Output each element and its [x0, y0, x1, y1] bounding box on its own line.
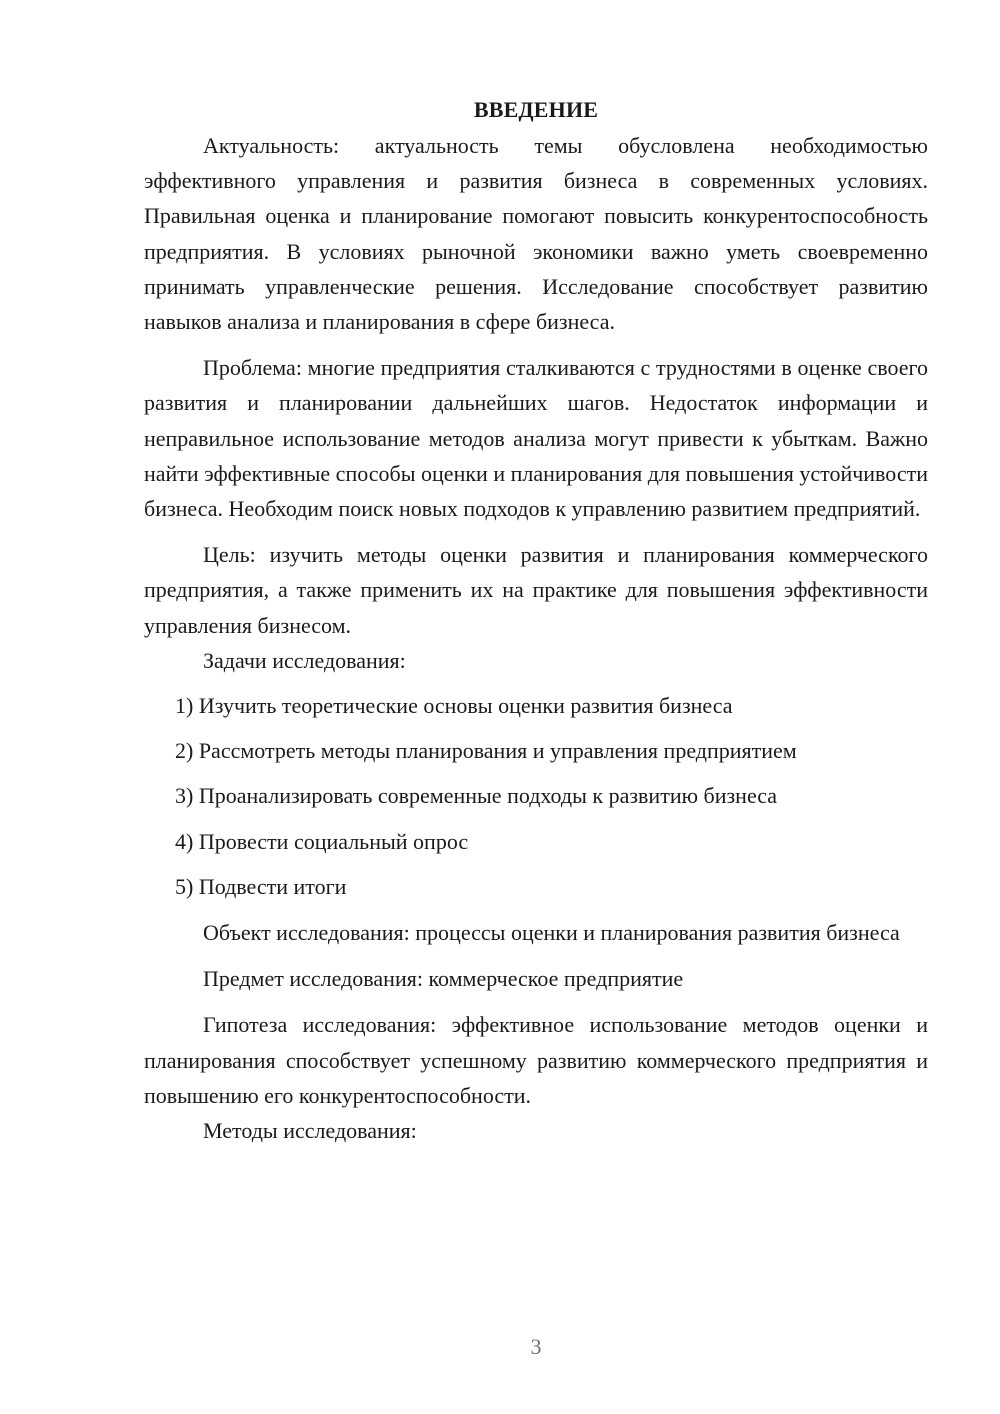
- paragraph-hypothesis: Гипотеза исследования: эффективное использование методов оценки и планирования способствует успешному развитию коммерческого предприятия и повышению его конкурентоспособности.: [144, 1012, 928, 1108]
- page-number: 3: [530, 1334, 542, 1359]
- page-content: [144, 92, 928, 1148]
- paragraph-relevance: Актуальность: актуальность темы обусловлена необходимостью эффективного управления и развития бизнеса в современных условиях. Правильная оценка и планирование помогают повысить конкурентоспособность предприятия. В условиях рыночной экономики важно уметь своевременно принимать управленческие решения. Исследование способствует развитию навыков анализа и планирования в сфере бизнеса.: [144, 133, 928, 335]
- paragraph-subject: Предмет исследования: коммерческое предприятие: [203, 966, 684, 992]
- paragraph-problem: Проблема: многие предприятия сталкиваются с трудностями в оценке своего развития и планировании дальнейших шагов. Недостаток информации и неправильное использование методов анализа могут привести к убыткам. Важно найти эффективные способы оценки и планирования для повышения устойчивости бизнеса. Необходим поиск новых подходов к управлению развитием предприятий.: [144, 355, 928, 522]
- tasks-list: [144, 688, 928, 904]
- list-item: 4) Провести социальный опрос: [175, 828, 469, 854]
- list-item: 2) Рассмотреть методы планирования и управления предприятием: [175, 738, 797, 764]
- list-item: 5) Подвести итоги: [175, 873, 347, 899]
- list-item: 1) Изучить теоретические основы оценки развития бизнеса: [175, 693, 733, 719]
- paragraph-methods: Методы исследования:: [203, 1118, 417, 1144]
- tasks-heading: Задачи исследования:: [203, 647, 406, 673]
- paragraph-object: Объект исследования: процессы оценки и планирования развития бизнеса: [203, 920, 900, 946]
- paragraph-goal: Цель: изучить методы оценки развития и планирования коммерческого предприятия, а также применить их на практике для повышения эффективности управления бизнесом.: [144, 542, 928, 638]
- list-item: 3) Проанализировать современные подходы к развитию бизнеса: [175, 783, 778, 809]
- page-title: ВВЕДЕНИЕ: [473, 97, 599, 122]
